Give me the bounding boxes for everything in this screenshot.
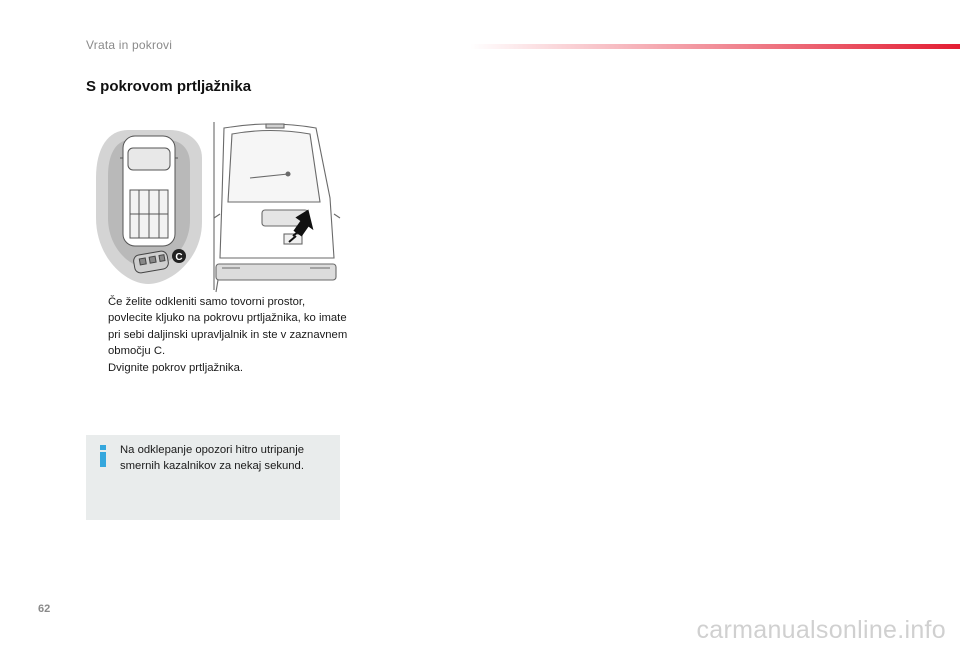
header-accent-bar [470,44,960,49]
instruction-text: Dvignite pokrov prtljažnika. [108,361,243,374]
tailgate-rear-view [214,122,340,292]
zone-c-label: C [175,252,183,263]
instruction-item [88,294,348,360]
page-number: 62 [38,603,51,615]
section-title: S pokrovom prtljažnika [86,78,252,95]
watermark: carmanualsonline.info [696,616,946,644]
instruction-text: Če želite odkleniti samo tovorni prostor, povlecite kljuko na pokrovu prtljažnika, ko imate pri sebi daljinski upravljalnik in ste v zaznavnem območju C. [108,296,348,358]
zone-c-badge [172,249,186,263]
section-header-label: Vrata in pokrovi [86,38,173,52]
info-note-text: Na odklepanje opozori hitro utripanje smernih kazalnikov za nekaj sekund. [120,444,305,473]
info-icon [99,445,107,467]
car-top-view-icon [120,136,178,246]
instruction-item [88,360,348,376]
instruction-list [88,294,348,376]
info-note-box [86,435,340,520]
tailgate-illustration [90,118,346,294]
